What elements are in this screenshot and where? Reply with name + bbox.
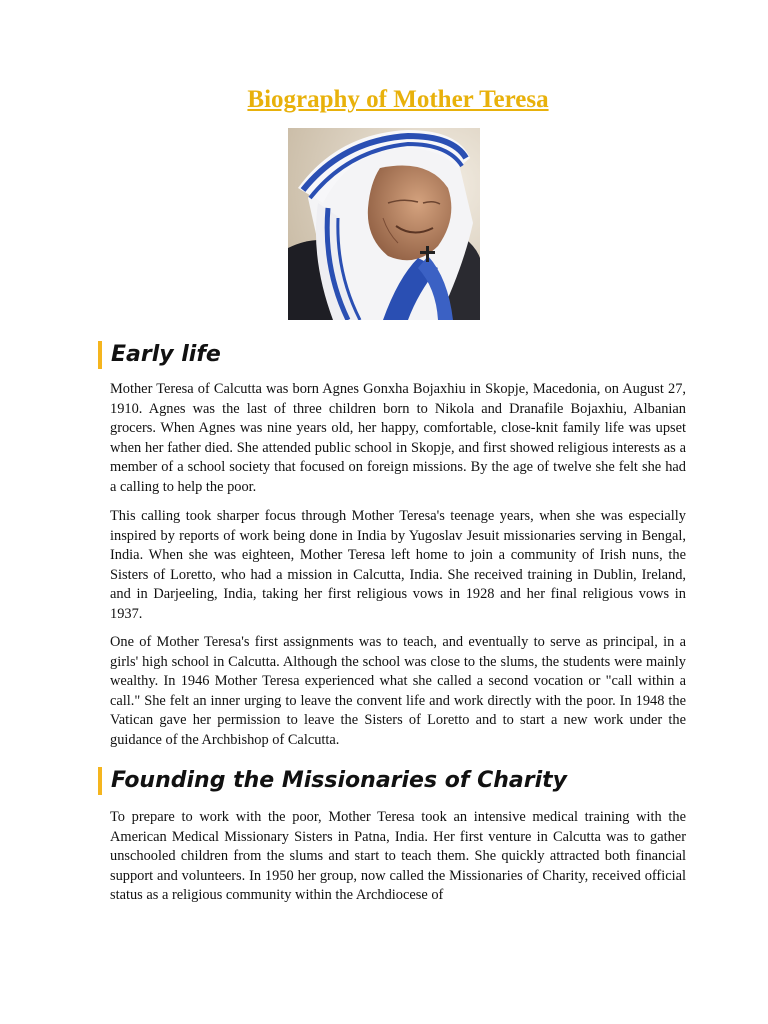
paragraph: This calling took sharper focus through Mother Teresa's teenage years, when she was especially inspired by reports of work being done in India by Yugoslav Jesuit missionaries serving in Bengal, India. When she was eighteen, Mother Teresa left home to join a community of Irish nuns, the Sisters of Loretto, who had a mission in Calcutta, India. She received training in Dublin, Ireland, and in Darjeeling, India, taking her first religious vows in 1928 and her final religious vows in 1937. <box>110 508 686 622</box>
section-heading-founding: Founding the Missionaries of Charity <box>98 767 567 795</box>
paragraph: Mother Teresa of Calcutta was born Agnes Gonxha Bojaxhiu in Skopje, Macedonia, on August 27, 1910. Agnes was the last of three children born to Nikola and Dranafile Bojaxhiu, Albanian grocers. When Agnes was nine years old, her happy, comfortable, close-knit family life was upset when her father died. She attended public school in Skopje, and first showed religious interests as a member of a school society that focused on foreign missions. By the age of twelve she felt she had a calling to help the poor. <box>110 381 686 495</box>
paragraph: To prepare to work with the poor, Mother Teresa took an intensive medical training with the American Medical Missionary Sisters in Patna, India. Her first venture in Calcutta was to gather unschooled children from the slums and start to teach them. She quickly attracted both financial support and volunteers. In 1950 her group, now called the Missionaries of Charity, received official status as a religious community within the Archdiocese of <box>110 809 686 903</box>
portrait-image <box>288 128 480 320</box>
document-title: Biography of Mother Teresa <box>247 86 549 113</box>
paragraph: One of Mother Teresa's first assignments was to teach, and eventually to serve as principal, in a girls' high school in Calcutta. Although the school was close to the slums, the students were mainly wealthy. In 1946 Mother Teresa experienced what she called a second vocation or "call within a call." She felt an inner urging to leave the convent life and work directly with the poor. In 1948 the Vatican gave her permission to leave the Sisters of Loretto and to start a new work under the guidance of the Archbishop of Calcutta. <box>110 634 686 748</box>
section-heading-early-life: Early life <box>98 341 221 369</box>
